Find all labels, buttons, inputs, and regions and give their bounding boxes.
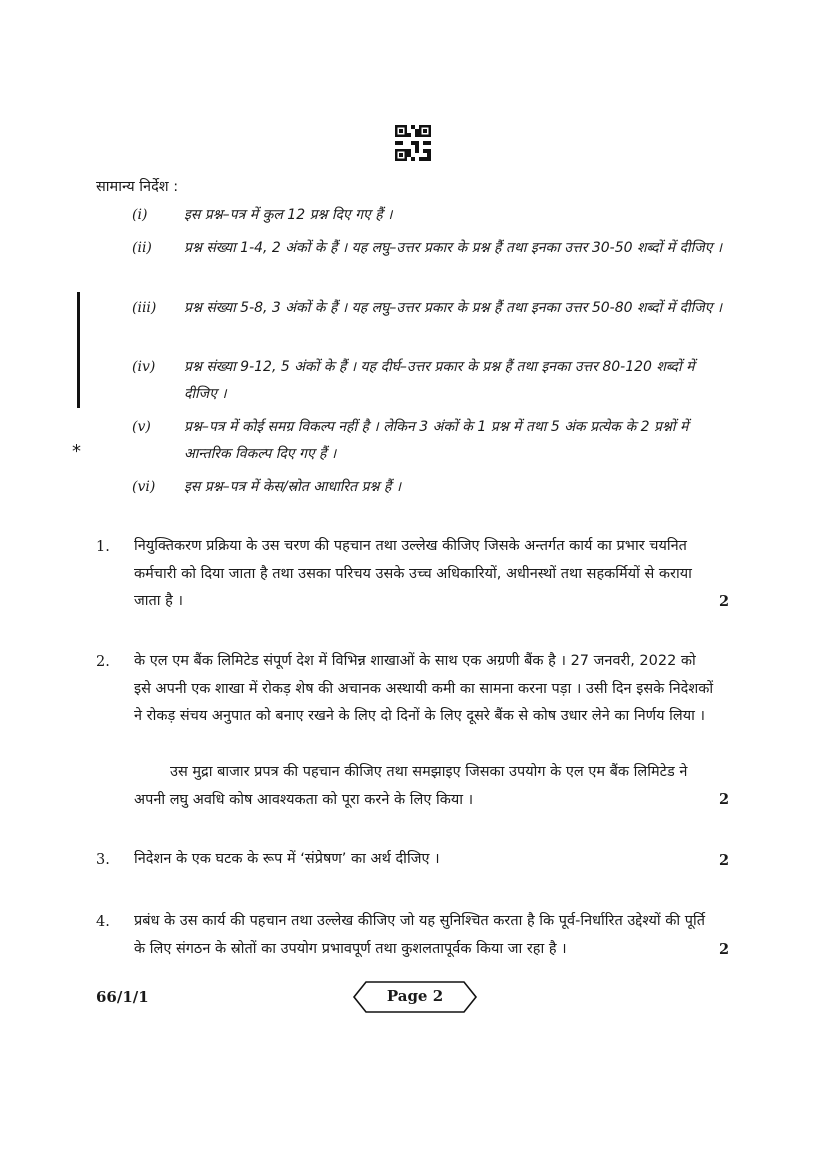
instruction-text: प्रश्न–पत्र में कोई समग्र विकल्प नहीं है । लेकिन 3 अंकों के 1 प्रश्न में तथा 5 अंक प्रत्येक के 2 प्रश्नों में आन्तरिक विकल्प दिए गए हैं । — [184, 419, 689, 462]
instruction-text: प्रश्न संख्या 9-12, 5 अंकों के हैं । यह दीर्घ–उत्तर प्रकार के प्रश्न हैं तथा इनका उत्तर 80-120 शब्दों में दीजिए । — [184, 359, 695, 402]
question-number: 4. — [96, 914, 110, 930]
page-number-tag — [352, 980, 478, 1014]
instruction-number: (iii) — [132, 300, 157, 316]
question-text: प्रबंध के उस कार्य की पहचान तथा उल्लेख कीजिए जो यह सुनिश्चित करता है कि पूर्व-निर्धारित उद्देश्यों की पूर्ति के लिए संगठन के स्रोतों का उपयोग प्रभावपूर्ण तथा कुशलतापूर्वक किया जा रहा है । — [134, 913, 706, 957]
instruction-text: इस प्रश्न–पत्र में केस/स्रोत आधारित प्रश्न हैं । — [184, 479, 402, 495]
instruction-number: (v) — [132, 419, 151, 435]
question-marks: 2 — [719, 852, 730, 869]
question-number: 1. — [96, 539, 110, 555]
instruction-text: प्रश्न संख्या 5-8, 3 अंकों के हैं । यह लघु–उत्तर प्रकार के प्रश्न हैं तथा इनका उत्तर 50-80 शब्दों में दीजिए । — [184, 300, 723, 316]
question-number: 2. — [96, 654, 110, 670]
question-subtext: उस मुद्रा बाजार प्रपत्र की पहचान कीजिए तथा समझाइए जिसका उपयोग के एल एम बैंक लिमिटेड ने अपनी लघु अवधि कोष आवश्यकता को पूरा करने के लिए किया । — [134, 764, 688, 808]
margin-asterisk: * — [72, 441, 81, 462]
qr-code-icon — [395, 125, 431, 161]
question-text: नियुक्तिकरण प्रक्रिया के उस चरण की पहचान तथा उल्लेख कीजिए जिसके अन्तर्गत कार्य का प्रभार चयनित कर्मचारी को दिया जाता है तथा उसका परिचय उसके उच्च अधिकारियों, अधीनस्थों तथा सहकर्मियों से कराया जाता है । — [134, 538, 692, 609]
general-instructions-heading: सामान्य निर्देश : — [96, 179, 179, 195]
instruction-text: इस प्रश्न–पत्र में कुल 12 प्रश्न दिए गए हैं । — [184, 207, 393, 223]
question-marks: 2 — [719, 941, 730, 958]
paper-code: 66/1/1 — [96, 988, 149, 1006]
question-number: 3. — [96, 852, 110, 868]
question-text: के एल एम बैंक लिमिटेड संपूर्ण देश में विभिन्न शाखाओं के साथ एक अग्रणी बैंक है । 27 जनवरी, 2022 को इसे अपनी एक शाखा में रोकड़ शेष की अचानक अस्थायी कमी का सामना करना पड़ा । उसी दिन इसके निदेशकों ने रोकड़ संचय अनुपात को बनाए रखने के लिए दो दिनों के लिए दूसरे बैंक से कोष उधार लेने का निर्णय लिया । — [134, 653, 714, 724]
question-text: निदेशन के एक घटक के रूप में ‘संप्रेषण’ का अर्थ दीजिए । — [134, 851, 440, 867]
instruction-number: (ii) — [132, 240, 152, 256]
instruction-number: (iv) — [132, 359, 156, 375]
instruction-number: (vi) — [132, 479, 156, 495]
question-marks: 2 — [719, 791, 730, 808]
instruction-text: प्रश्न संख्या 1-4, 2 अंकों के हैं । यह लघु–उत्तर प्रकार के प्रश्न हैं तथा इनका उत्तर 30-50 शब्दों में दीजिए । — [184, 240, 723, 256]
margin-change-bar — [77, 292, 80, 408]
question-marks: 2 — [719, 593, 730, 610]
instruction-number: (i) — [132, 207, 148, 223]
page-number: Page 2 — [386, 987, 444, 1005]
